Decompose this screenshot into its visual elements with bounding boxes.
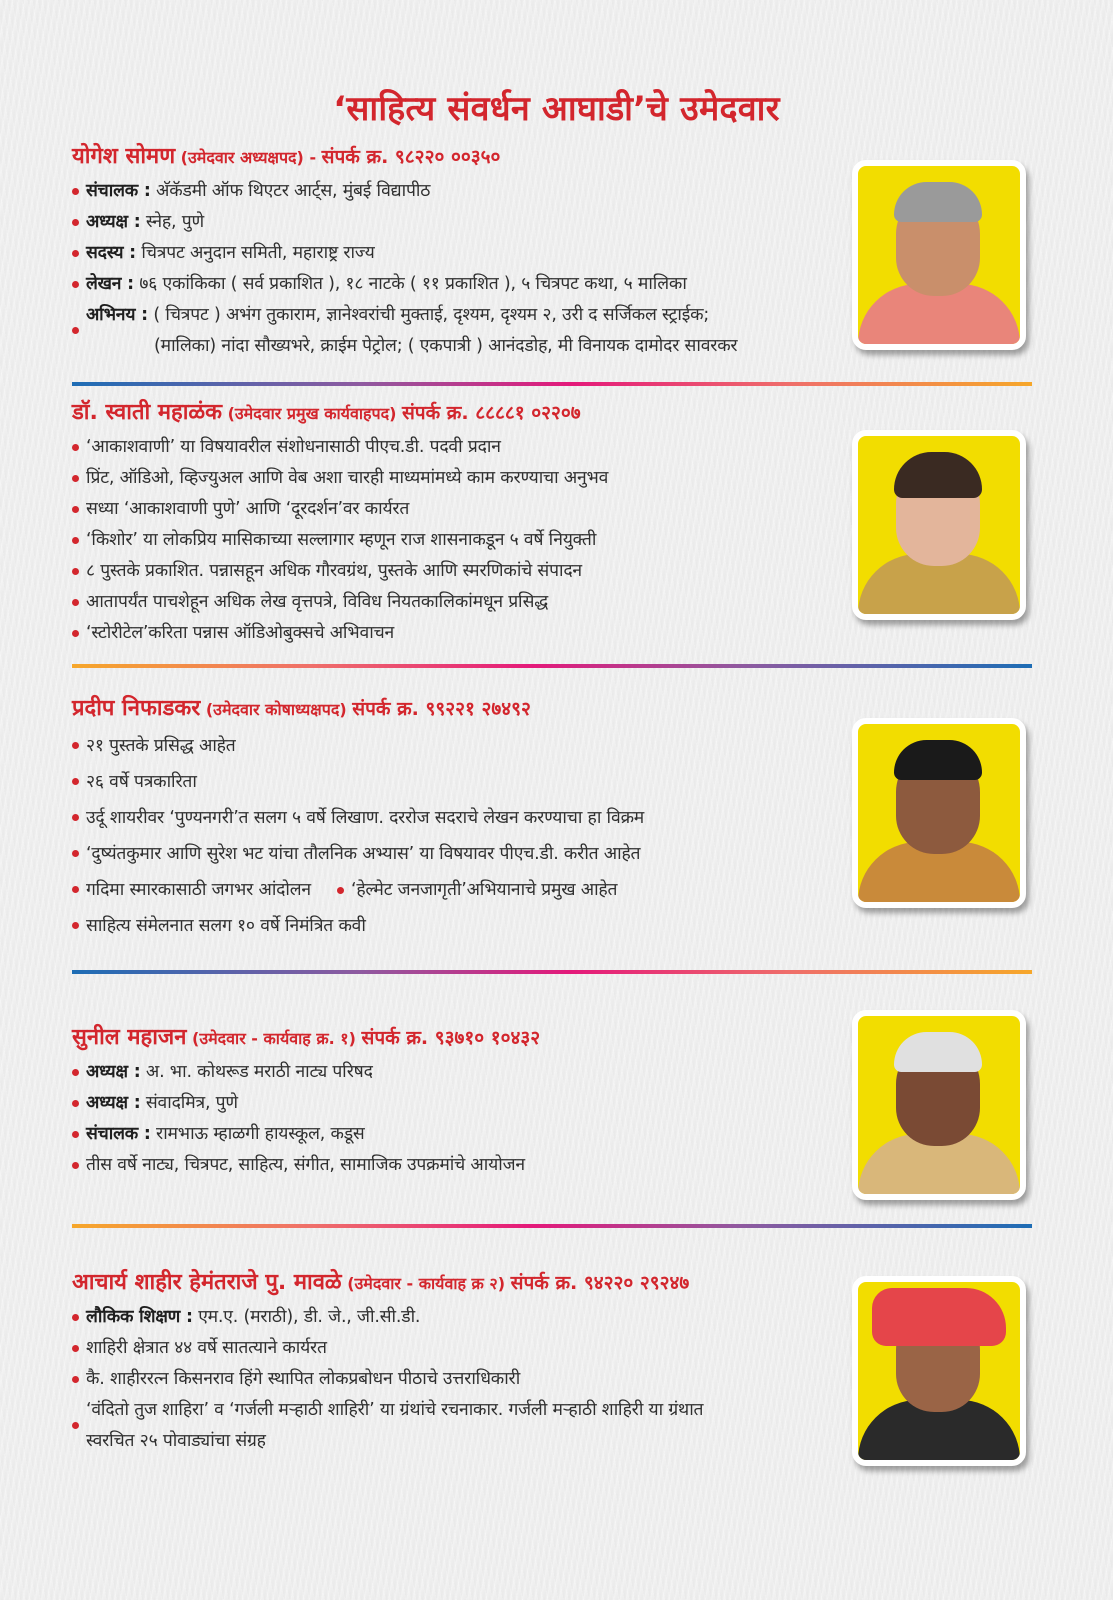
photo-figure [894, 1032, 982, 1072]
candidate-contact: संपर्क क्र. ८८८८१ ०२२०७ [401, 402, 581, 424]
candidate-heading [72, 398, 1052, 428]
list-item: २१ पुस्तके प्रसिद्ध आहेत [72, 728, 1052, 764]
list-item: प्रिंट, ऑडिओ, व्हिज्युअल आणि वेब अशा चारही माध्यमांमध्ये काम करण्याचा अनुभव [72, 463, 1052, 494]
candidate-role: (उमेदवार अध्यक्षपद) - [175, 148, 322, 167]
list-item: संचालक : रामभाऊ म्हाळगी हायस्कूल, कडूस [72, 1119, 1052, 1150]
candidate-role: (उमेदवार - कार्यवाह क्र. १) [186, 1029, 362, 1048]
candidate-name: आचार्य शाहीर हेमंतराजे पु. मावळे [72, 1270, 342, 1295]
list-item: सदस्य : चित्रपट अनुदान समिती, महाराष्ट्र राज्य [72, 238, 1052, 269]
candidate-photo-5 [852, 1276, 1026, 1466]
list-item: तीस वर्षे नाट्य, चित्रपट, साहित्य, संगीत, सामाजिक उपक्रमांचे आयोजन [72, 1150, 1052, 1181]
list-item: शाहिरी क्षेत्रात ४४ वर्षे सातत्याने कार्यरत [72, 1333, 1052, 1364]
list-item: २६ वर्षे पत्रकारिता [72, 764, 1052, 800]
list-item: उर्दू शायरीवर ‘पुण्यनगरी’त सलग ५ वर्षे लिखाण. दररोज सदराचे लेखन करण्याचा हा विक्रम [72, 800, 1052, 836]
bullet-icon [337, 887, 344, 894]
list-item: सध्या ‘आकाशवाणी पुणे’ आणि ‘दूरदर्शन’वर कार्यरत [72, 494, 1052, 525]
candidate-role: (उमेदवार प्रमुख कार्यवाहपद) [222, 404, 402, 423]
candidate-contact: संपर्क क्र. ९९२२१ २७४९२ [352, 698, 531, 720]
candidate-role: (उमेदवार - कार्यवाह क्र २) [341, 1274, 511, 1293]
photo-figure [894, 452, 982, 498]
page-title: ‘साहित्य संवर्धन आघाडी’चे उमेदवार [333, 89, 780, 129]
list-item: आतापर्यंत पाचशेहून अधिक लेख वृत्तपत्रे, विविध नियतकालिकांमधून प्रसिद्ध [72, 587, 1052, 618]
candidate-photo-1 [852, 160, 1026, 350]
photo-figure [894, 740, 982, 780]
list-item: अध्यक्ष : स्नेह, पुणे [72, 207, 1052, 238]
candidate-name: योगेश सोमण [72, 144, 176, 169]
list-item: ८ पुस्तके प्रकाशित. पन्नासहून अधिक गौरवग्रंथ, पुस्तके आणि स्मरणिकांचे संपादन [72, 556, 1052, 587]
photo-figure [894, 182, 982, 222]
list-item: गदिमा स्मारकासाठी जगभर आंदोलन ‘हेल्मेट जनजागृती’अभियानाचे प्रमुख आहेत [72, 872, 1052, 908]
list-item: साहित्य संमेलनात सलग १० वर्षे निमंत्रित कवी [72, 908, 1052, 944]
photo-figure [872, 1288, 1006, 1346]
candidate-name: प्रदीप निफाडकर [72, 696, 201, 721]
list-item: ‘दुष्यंतकुमार आणि सुरेश भट यांचा तौलनिक अभ्यास’ या विषयावर पीएच.डी. करीत आहेत [72, 836, 1052, 872]
list-item: लेखन : ७६ एकांकिका ( सर्व प्रकाशित ), १८ नाटके ( ११ प्रकाशित ), ५ चित्रपट कथा, ५ मालिका [72, 269, 1052, 300]
section-divider [72, 1224, 1032, 1228]
list-item: ‘किशोर’ या लोकप्रिय मासिकाच्या सल्लागार म्हणून राज शासनाकडून ५ वर्षे नियुक्ती [72, 525, 1052, 556]
list-item: अध्यक्ष : संवादमित्र, पुणे [72, 1088, 1052, 1119]
candidate-contact: संपर्क क्र. ९३७१० १०४३२ [361, 1027, 541, 1049]
list-item: ‘वंदितो तुज शाहिरा’ व ‘गर्जली मऱ्हाठी शाहिरी’ या ग्रंथांचे रचनाकार. गर्जली मऱ्हाठी शाहिरी या ग्रंथात स्वरचित २५ पोवाड्यांचा संग्रह [72, 1395, 1052, 1457]
section-divider [72, 382, 1032, 386]
list-item: ‘स्टोरीटेल’करिता पन्नास ऑडिओबुक्सचे अभिवाचन [72, 618, 1052, 649]
candidate-photo-3 [852, 718, 1026, 908]
section-divider [72, 664, 1032, 668]
candidate-contact: संपर्क क्र. ९८२२० ००३५० [321, 146, 501, 168]
list-item: संचालक : अ‍ॅकॅडमी ऑफ थिएटर आर्ट्स, मुंबई विद्यापीठ [72, 176, 1052, 207]
candidate-photo-4 [852, 1010, 1026, 1200]
list-item: ‘आकाशवाणी’ या विषयावरील संशोधनासाठी पीएच.डी. पदवी प्रदान [72, 432, 1052, 463]
list-item: अभिनय : ( चित्रपट ) अभंग तुकाराम, ज्ञानेश्वरांची मुक्ताई, दृश्यम, दृश्यम २, उरी द सर्जिकल स्ट्राईक; (मालिका) नांदा सौख्यभरे, क्राईम पेट्रोल; ( एकपात्री ) आनंदडोह, मी विनायक दामोदर सावरकर [72, 300, 1052, 362]
list-item: कै. शाहीररत्न किसनराव हिंगे स्थापित लोकप्रबोधन पीठाचे उत्तराधिकारी [72, 1364, 1052, 1395]
candidate-name: डॉ. स्वाती महाळंक [72, 400, 223, 425]
candidate-role: (उमेदवार कोषाध्यक्षपद) [200, 700, 353, 719]
candidate-contact: संपर्क क्र. ९४२२० २९२४७ [510, 1272, 690, 1294]
candidate-photo-2 [852, 430, 1026, 620]
section-divider [72, 970, 1032, 974]
list-item: लौकिक शिक्षण : एम.ए. (मराठी), डी. जे., जी.सी.डी. [72, 1302, 1052, 1333]
candidate-name: सुनील महाजन [72, 1025, 187, 1050]
list-item: अध्यक्ष : अ. भा. कोथरूड मराठी नाट्य परिषद [72, 1057, 1052, 1088]
